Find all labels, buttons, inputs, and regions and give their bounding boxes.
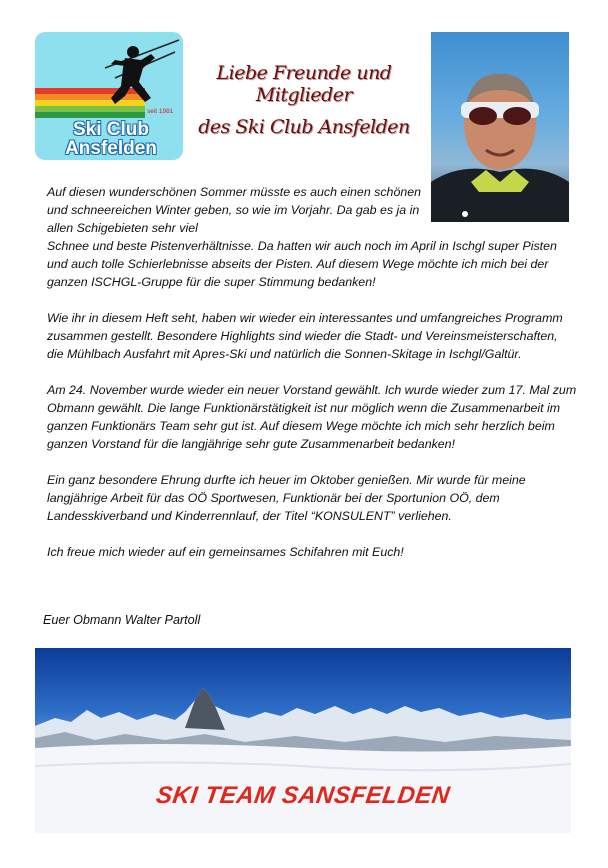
signature: Euer Obmann Walter Partoll — [43, 613, 201, 627]
ski-team-banner — [35, 648, 571, 833]
paragraph-board: Am 24. November wurde wieder ein neuer Vorstand gewählt. Ich wurde wieder zum 17. Mal zum Obmann gewählt. Die lange Funktionärstätigkeit ist nur möglich wenn die Zusammenarbeit im ganzen Funktionärs Team sehr gut ist. Auf diesem Wege möchte ich mich sehr herzlich beim ganzen Vorstand für die langjährige sehr gute Zusammenarbeit bedanken! — [47, 383, 577, 451]
paragraph-honor: Ein ganz besondere Ehrung durfte ich heuer im Oktober genießen. Mir wurde für meine langjährige Arbeit für das OÖ Sportwesen, Funktionär bei der Sportunion OÖ, dem Landesskiverband und Kinderrennlauf, der Titel “KONSULENT” verliehen. — [47, 473, 526, 523]
logo-name-line2: Ansfelden — [65, 138, 157, 159]
paragraph-closing: Ich freue mich wieder auf ein gemeinsames Schifahren mit Euch! — [47, 545, 404, 559]
greeting-heading-line1: Liebe Freunde und Mitglieder — [216, 62, 392, 106]
paragraph-program: Wie ihr in diesem Heft seht, haben wir wieder ein interessantes und umfangreiches Programm zusammen gestellt. Besondere Highlights sind wieder die Stadt- und Vereinsmeisterschaften, die Mühlbach Ausfahrt mit Apres-Ski und natürlich die Sonnen-Skitage in Ischgl/Galtür. — [47, 311, 563, 361]
logo-club-name — [43, 120, 179, 158]
paragraph-intro: Auf diesen wunderschönen Sommer müsste es auch einen schönen und schneereichen Winter geben, so wie im Vorjahr. Da gab es ja in allen Schigebieten sehr viel — [47, 185, 422, 235]
paragraph-ischgl: Schnee und beste Pistenverhältnisse. Da hatten wir auch noch im April in Ischgl super Pisten und auch tolle Schierlebnisse abseits der Pisten. Auf diesem Wege möchte ich mich bei der ganzen ISCHGL-Gruppe für die super Stimmung bedanken! — [47, 239, 557, 289]
greeting-heading-line2: des Ski Club Ansfelden — [198, 116, 410, 138]
logo-name-line1: Ski Club — [72, 119, 149, 140]
ski-club-logo — [35, 32, 183, 160]
ski-team-name: SKI TEAM SANSFELDEN — [154, 782, 452, 809]
letter-body — [47, 183, 577, 579]
logo-since-text: seit 1981 — [147, 108, 174, 115]
skier-silhouette-icon — [85, 38, 181, 108]
